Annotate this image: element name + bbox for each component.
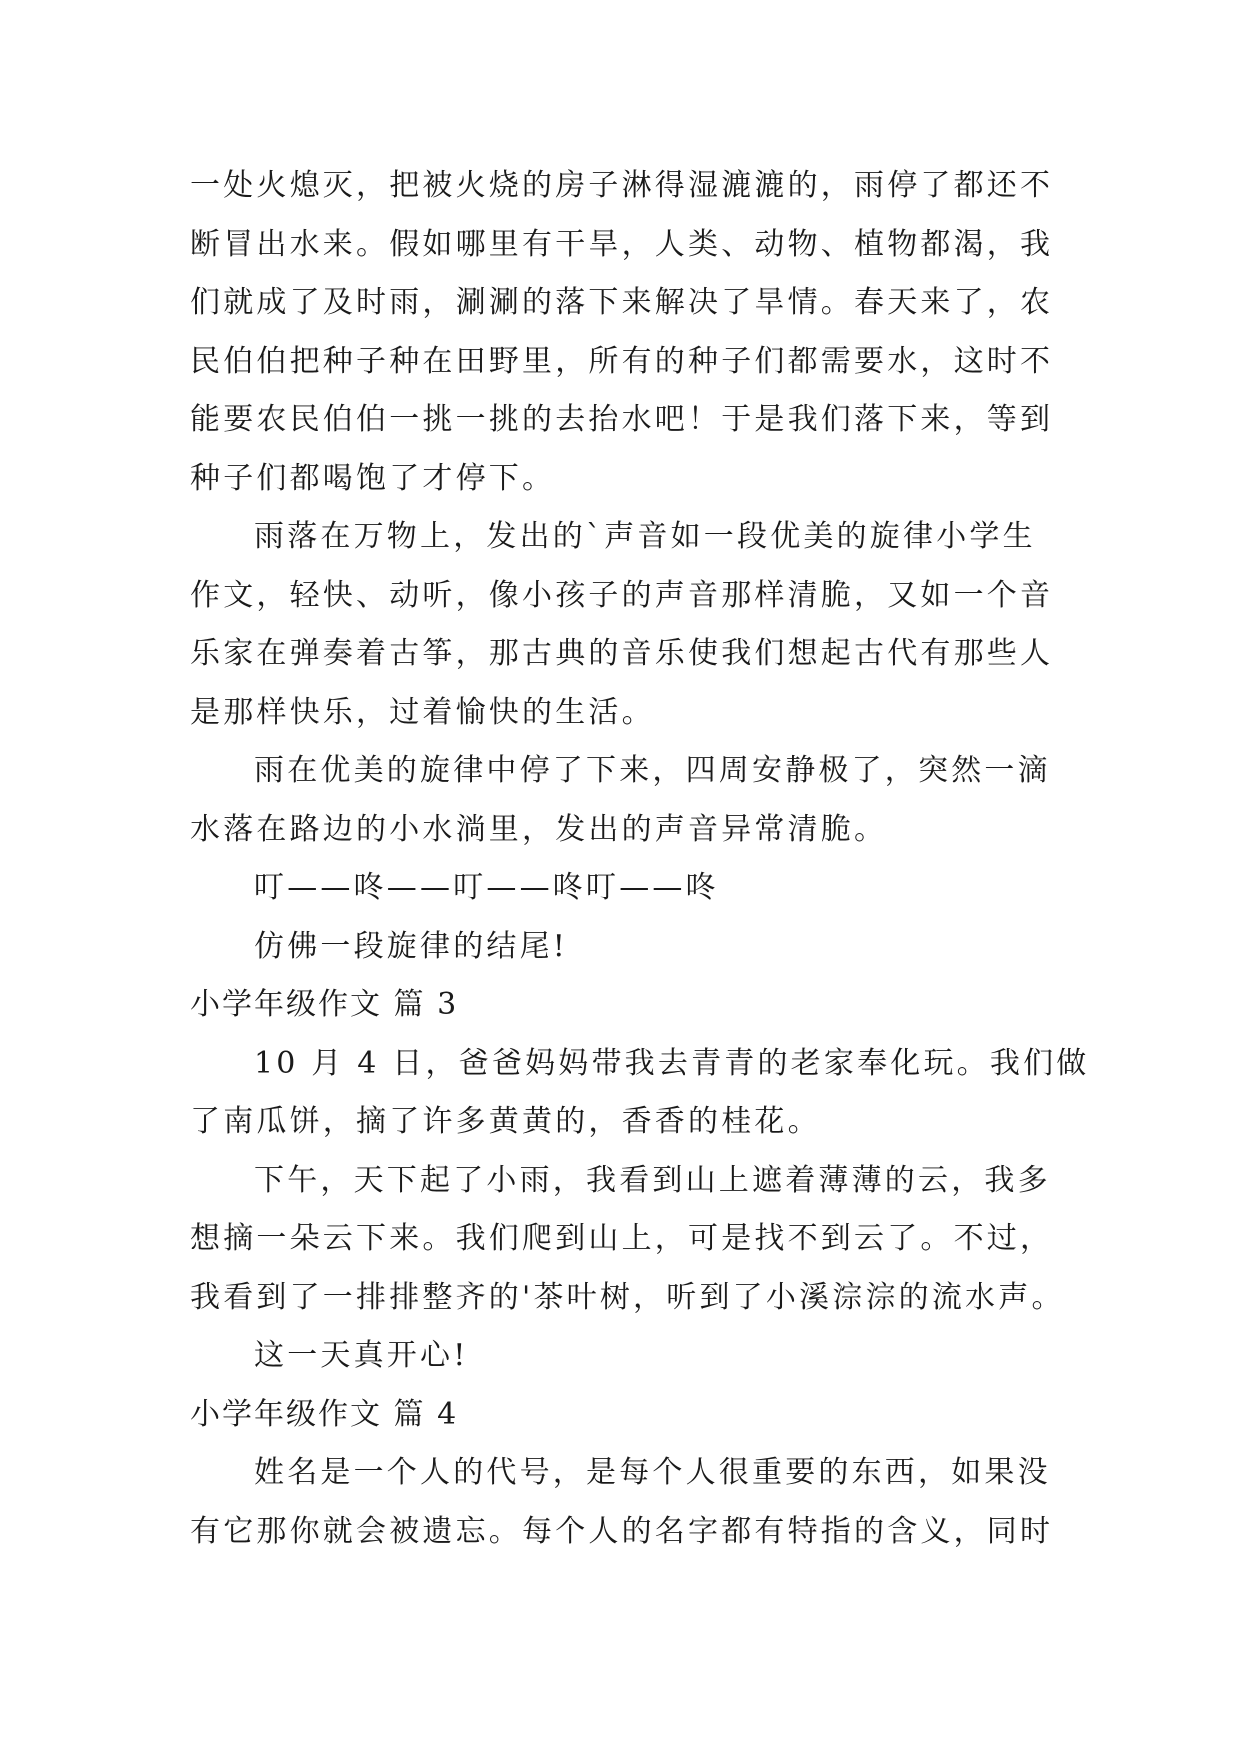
text-line: 姓名是一个人的代号，是每个人很重要的东西，如果没 <box>254 1455 1051 1490</box>
text-line: 雨落在万物上，发出的`声音如一段优美的旋律小学生 <box>254 519 1036 554</box>
text-line: 下午，天下起了小雨，我看到山上遮着薄薄的云，我多 <box>254 1162 1051 1198</box>
text-line: 雨在优美的旋律中停了下来，四周安静极了，突然一滴 <box>254 753 1051 788</box>
text-line: 叮——咚——叮——咚叮——咚 <box>254 870 719 905</box>
text-line: 断冒出水来。假如哪里有干旱，人类、动物、植物都渴，我 <box>190 226 1054 262</box>
text-line: 一处火熄灭，把被火烧的房子淋得湿漉漉的，雨停了都还不 <box>190 168 1054 203</box>
text-line: 有它那你就会被遗忘。每个人的名字都有特指的含义，同时 <box>190 1513 1054 1549</box>
text-line: 民伯伯把种子种在田野里，所有的种子们都需要水，这时不 <box>190 343 1054 379</box>
section-heading: 小学年级作文 篇 3 <box>190 987 459 1022</box>
text-line: 乐家在弹奏着古筝，那古典的音乐使我们想起古代有那些人 <box>190 636 1054 671</box>
text-line: 这一天真开心! <box>254 1338 469 1373</box>
text-line: 了南瓜饼，摘了许多黄黄的，香香的桂花。 <box>190 1104 821 1139</box>
text-line: 水落在路边的小水淌里，发出的声音异常清脆。 <box>190 811 888 847</box>
text-line: 是那样快乐，过着愉快的生活。 <box>190 694 655 730</box>
document-body <box>190 157 1090 1561</box>
text-line: 我看到了一排排整齐的'茶叶树，听到了小溪淙淙的流水声。 <box>190 1279 1065 1315</box>
text-line: 能要农民伯伯一挑一挑的去抬水吧！于是我们落下来，等到 <box>190 402 1054 437</box>
section-heading: 小学年级作文 篇 4 <box>190 1396 459 1432</box>
text-line: 想摘一朵云下来。我们爬到山上，可是找不到云了。不过， <box>190 1221 1054 1256</box>
text-line: 种子们都喝饱了才停下。 <box>190 460 556 496</box>
text-line: 作文，轻快、动听，像小孩子的声音那样清脆，又如一个音 <box>190 577 1054 613</box>
text-line: 们就成了及时雨，涮涮的落下来解决了旱情。春天来了，农 <box>190 285 1054 320</box>
text-line: 10 月 4 日，爸爸妈妈带我去青青的老家奉化玩。我们做 <box>254 1045 1090 1081</box>
text-line: 仿佛一段旋律的结尾! <box>254 928 569 964</box>
